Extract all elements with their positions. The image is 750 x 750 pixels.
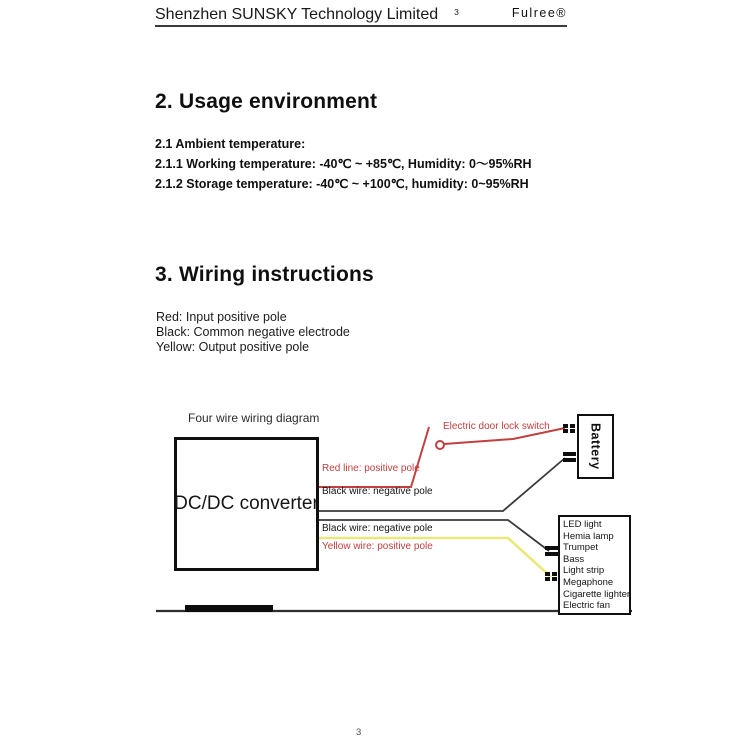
black-wire-label-load: Black wire: negative pole [322, 523, 433, 534]
load-item: Electric fan [563, 600, 610, 612]
dc-dc-converter-box [174, 437, 319, 571]
battery-negative-terminal-icon [563, 452, 576, 462]
battery-label: Battery [588, 423, 603, 470]
diagram-base-bar [185, 605, 273, 612]
red-wire-label: Red line: positive pole [322, 463, 420, 474]
section2-body [155, 134, 532, 194]
battery-positive-terminal-icon [563, 424, 575, 433]
page-number: 3 [356, 727, 362, 738]
red-wire [312, 427, 429, 487]
load-item: LED light [563, 519, 602, 530]
load-item: Light strip [563, 565, 605, 577]
yellow-wire-description: Yellow: Output positive pole [156, 340, 310, 355]
section3-title: 3. Wiring instructions [155, 263, 374, 286]
load-item: Megaphone [563, 576, 614, 588]
dc-dc-converter-label: DC/DC converter [174, 493, 319, 514]
load-item: Trumpet [563, 542, 599, 554]
load-item: Bass [563, 553, 585, 565]
red-wire-description: Red: Input positive pole [156, 310, 287, 324]
brand-name: Fulree® [511, 6, 567, 20]
header-superscript: 3 [454, 7, 459, 17]
load-list-box [558, 515, 631, 615]
company-name: Shenzhen SUNSKY Technology Limited [155, 6, 439, 23]
door-lock-switch-label: Electric door lock switch [443, 421, 550, 432]
load-positive-terminal-icon [545, 572, 557, 581]
ambient-temperature-line: 2.1 Ambient temperature: [155, 137, 306, 151]
diagram-title: Four wire wiring diagram [188, 411, 320, 425]
load-item: Cigarette lighter [563, 588, 631, 600]
black-wire-label-battery: Black wire: negative pole [322, 486, 433, 497]
door-lock-switch-icon [436, 441, 444, 449]
working-temperature-line: 2.1.1 Working temperature: -40℃ ~ +85℃, Humidity: 0～95%RH [155, 157, 532, 171]
section2-title: 2. Usage environment [155, 90, 378, 113]
header-company [155, 6, 459, 24]
yellow-wire-label: Yellow wire: positive pole [322, 541, 433, 552]
page-header [155, 6, 567, 27]
storage-temperature-line: 2.1.2 Storage temperature: -40℃ ~ +100℃, humidity: 0~95%RH [155, 177, 529, 191]
black-wire-description: Black: Common negative electrode [156, 325, 350, 340]
section3-body [156, 310, 350, 356]
load-negative-terminal-icon [545, 546, 558, 556]
battery-box [577, 414, 614, 479]
load-item: Hemia lamp [563, 530, 614, 542]
